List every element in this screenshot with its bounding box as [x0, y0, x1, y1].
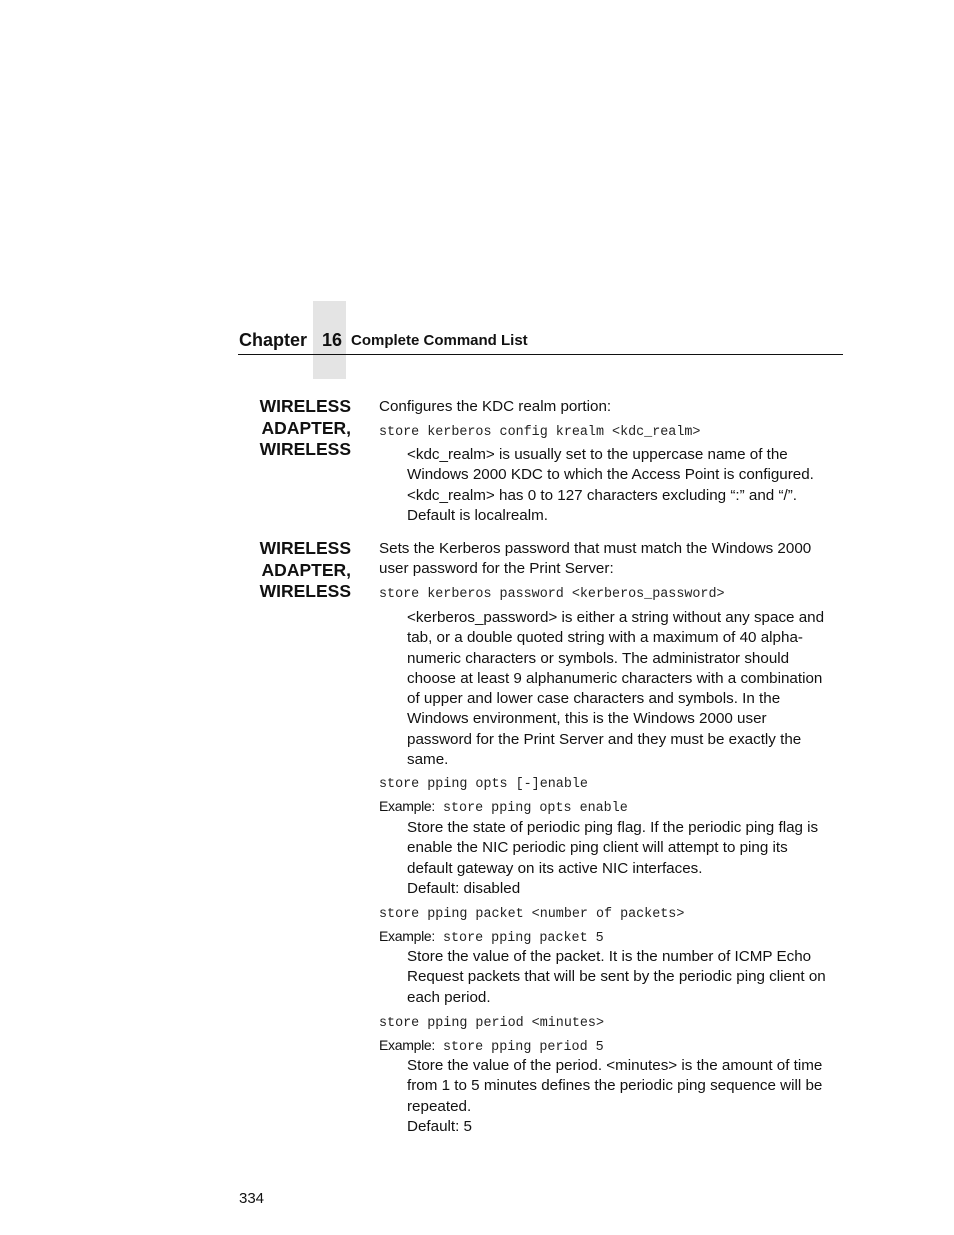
command-syntax-pping-period: store pping period <minutes> [379, 1016, 604, 1031]
chapter-number: 16 [322, 330, 343, 350]
command-syntax-krealm: store kerberos config krealm <kdc_realm> [379, 425, 701, 440]
description-line: Store the state of periodic ping flag. If the periodic ping flag is [407, 819, 819, 836]
section-label-line: WIRELESS [259, 439, 351, 459]
example-code: store pping opts enable [442, 801, 628, 816]
description-line: Windows environment, this is the Windows 2000 user [407, 710, 767, 728]
description-line: enable the NIC periodic ping client will attempt to ping its [407, 839, 788, 857]
description-line: <kdc_realm> is usually set to the uppercase name of the [407, 446, 788, 463]
chapter-title: Complete Command List [351, 332, 528, 349]
section-label-password [210, 538, 351, 603]
description-line: repeated. [407, 1097, 472, 1115]
page-number: 334 [239, 1190, 265, 1207]
intro-line: user password for the Print Server: [379, 560, 614, 578]
section-label-line: WIRELESS [259, 538, 351, 558]
section-label-line: WIRELESS [259, 396, 351, 416]
section-intro-password [379, 539, 841, 580]
command-description-pping-period [407, 1056, 843, 1137]
description-line: <kerberos_password> is either a string without any space and [407, 609, 825, 626]
command-syntax-pping-packet: store pping packet <number of packets> [379, 907, 685, 922]
section-intro-krealm [379, 397, 841, 417]
description-line: numeric characters or symbols. The administrator should [407, 649, 790, 667]
intro-line: Sets the Kerberos password that must match the Windows 2000 [379, 540, 812, 557]
header-divider [238, 354, 843, 355]
section-label-line: WIRELESS [259, 581, 351, 601]
description-line: Default: disabled [407, 879, 521, 897]
example-label: Example: [379, 928, 435, 944]
example-label: Example: [379, 798, 435, 814]
command-description-krealm [407, 445, 843, 526]
command-syntax-pping-opts: store pping opts [-]enable [379, 777, 588, 792]
example-code: store pping packet 5 [442, 931, 604, 946]
description-line: choose at least 9 alphanumeric characters with a combination [407, 669, 823, 687]
example-pping-opts [379, 796, 841, 819]
section-label-line: ADAPTER, [261, 417, 351, 438]
section-label-krealm [210, 396, 351, 461]
command-description-password [407, 608, 843, 770]
intro-line: Configures the KDC realm portion: [379, 398, 612, 415]
description-line: Request packets that will be sent by the periodic ping client on [407, 968, 826, 986]
description-line: password for the Print Server and they must be exactly the [407, 730, 802, 748]
description-line: tab, or a double quoted string with a maximum of 40 alpha- [407, 629, 803, 647]
description-line: same. [407, 751, 449, 769]
example-pping-packet [379, 926, 841, 949]
description-line: Store the value of the packet. It is the number of ICMP Echo [407, 948, 812, 965]
description-line: Store the value of the period. <minutes> is the amount of time [407, 1057, 823, 1074]
section-label-line: ADAPTER, [261, 559, 351, 580]
description-line: Windows 2000 KDC to which the Access Point is configured. [407, 466, 814, 484]
example-pping-period [379, 1035, 841, 1058]
description-line: Default: 5 [407, 1117, 473, 1135]
command-syntax-password: store kerberos password <kerberos_password> [379, 587, 725, 602]
description-line: Default is localrealm. [407, 506, 548, 524]
example-label: Example: [379, 1037, 435, 1053]
description-line: <kdc_realm> has 0 to 127 characters excluding “:” and “/”. [407, 486, 798, 504]
command-description-pping-opts [407, 818, 843, 899]
description-line: default gateway on its active NIC interfaces. [407, 859, 703, 877]
command-description-pping-packet [407, 947, 843, 1008]
description-line: each period. [407, 988, 491, 1006]
example-code: store pping period 5 [442, 1040, 604, 1055]
chapter-label: Chapter [239, 330, 308, 350]
description-line: from 1 to 5 minutes defines the periodic ping sequence will be [407, 1077, 823, 1095]
description-line: of upper and lower case characters and symbols. In the [407, 690, 781, 708]
